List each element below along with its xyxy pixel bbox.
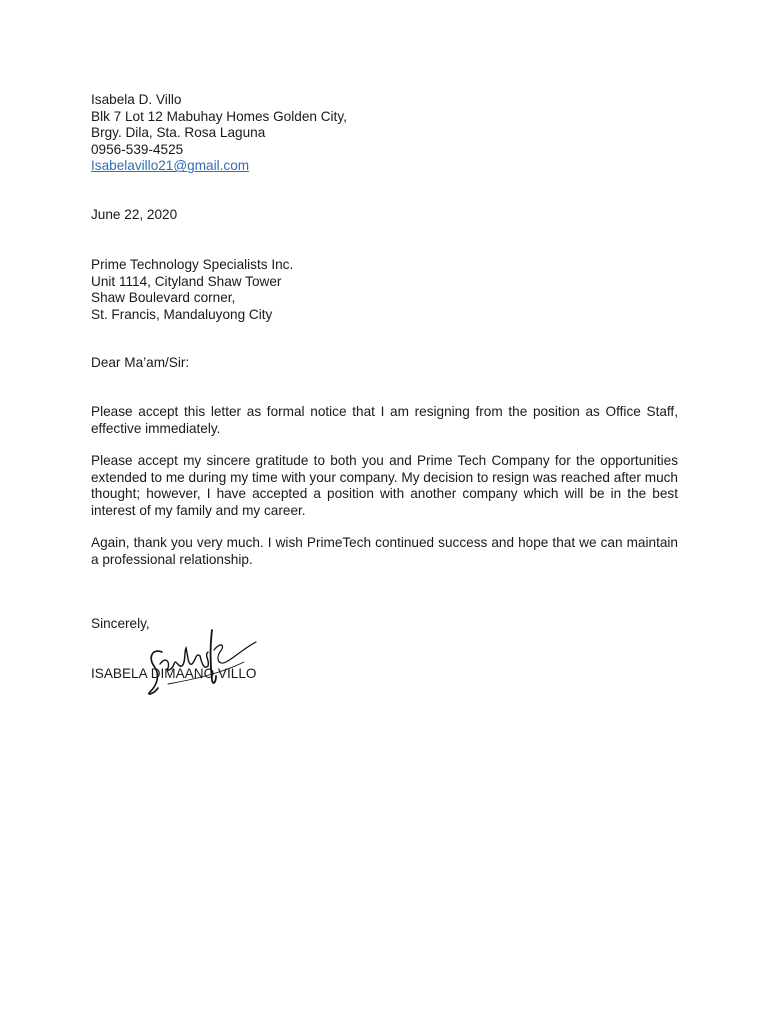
body-paragraph-2: Please accept my sincere gratitude to both you and Prime Tech Company for the opportunities extended to me during my time with your company. My decision to resign was reached after much thought; however, I have accepted a position with another company which will be in the best interest of my family and my career. <box>91 453 678 518</box>
recipient-address-line-1: Unit 1114, Cityland Shaw Tower <box>91 273 282 289</box>
salutation <box>91 355 189 372</box>
closing <box>91 616 150 633</box>
body-paragraph-3: Again, thank you very much. I wish PrimeTech continued success and hope that we can maintain a professional relationship. <box>91 535 678 567</box>
closing-text: Sincerely, <box>91 616 150 631</box>
recipient-address-line-2: Shaw Boulevard corner, <box>91 290 236 306</box>
sender-address-line-2: Brgy. Dila, Sta. Rosa Laguna <box>91 125 266 141</box>
salutation-text: Dear Ma’am/Sir: <box>91 355 190 370</box>
handwritten-signature <box>140 622 260 702</box>
recipient-address-line-3: St. Francis, Mandaluyong City <box>91 306 273 322</box>
sender-phone: 0956-539-4525 <box>91 141 184 157</box>
letter-date <box>91 207 177 224</box>
date-text: June 22, 2020 <box>91 207 178 222</box>
recipient-company: Prime Technology Specialists Inc. <box>91 257 294 272</box>
signatory-name: ISABELA DIMAANO VILLO <box>91 666 257 681</box>
sender-email-link[interactable]: Isabelavillo21@gmail.com <box>91 158 250 174</box>
sender-address-line-1: Blk 7 Lot 12 Mabuhay Homes Golden City, <box>91 108 347 124</box>
sender-address-block <box>91 92 347 175</box>
sender-name: Isabela D. Villo <box>91 92 182 107</box>
signatory-block <box>91 666 256 683</box>
recipient-address-block <box>91 257 293 323</box>
body-paragraph-1: Please accept this letter as formal notice that I am resigning from the position as Office Staff, effective immediately. <box>91 404 678 436</box>
